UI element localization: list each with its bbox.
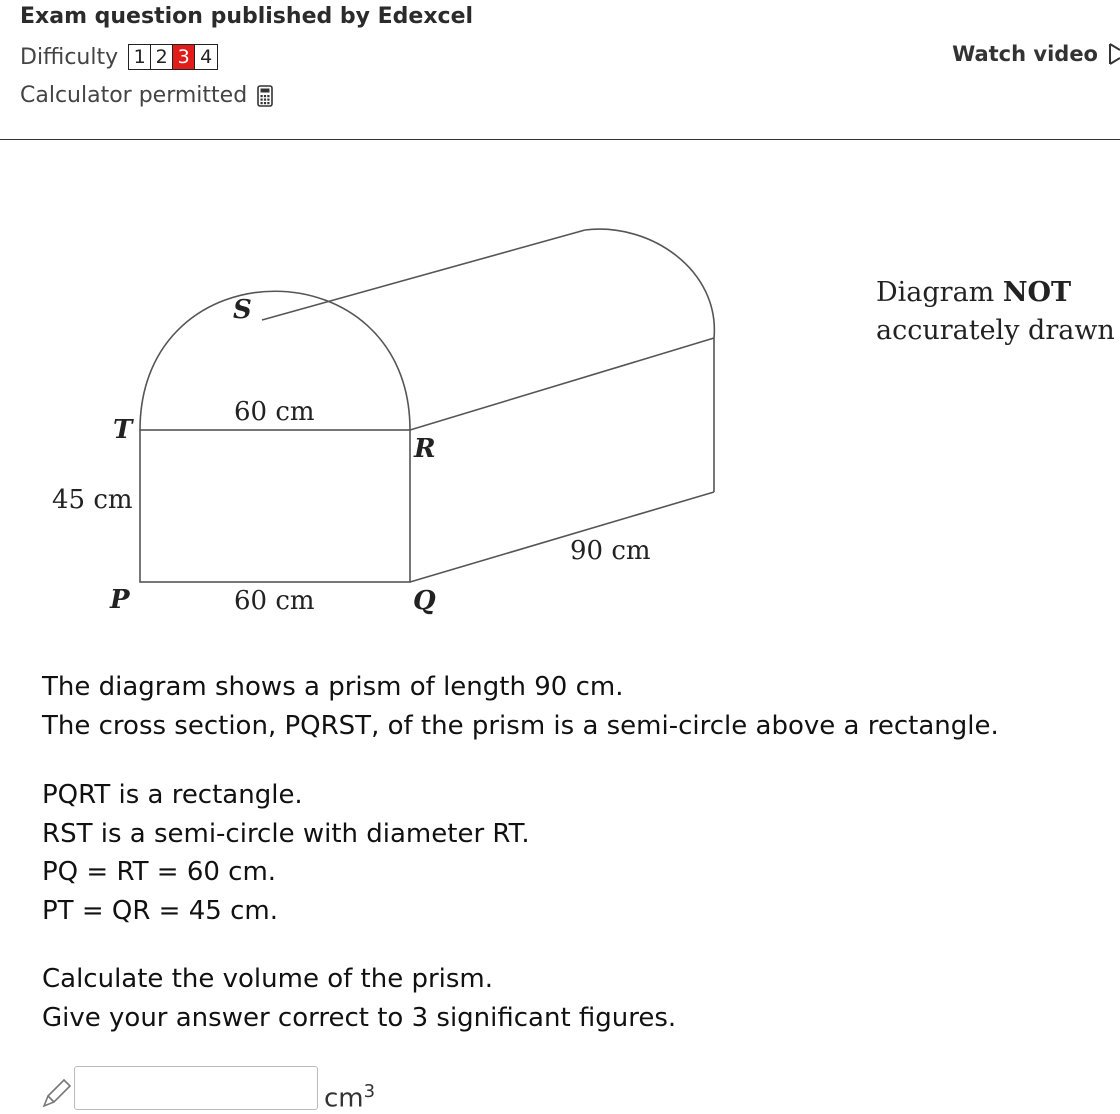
vertex-P-label: P — [110, 585, 130, 615]
vertex-R-label: R — [414, 434, 436, 464]
question-paragraph-3 — [42, 960, 676, 1037]
question-line: The cross section, PQRST, of the prism is a semi-circle above a rectangle. — [42, 710, 999, 741]
difficulty-level-4: 4 — [200, 46, 213, 68]
edge-from-Q — [410, 492, 714, 582]
answer-row — [40, 1066, 376, 1114]
pencil-icon — [40, 1076, 72, 1110]
rt-length-label: 60 cm — [234, 397, 315, 427]
question-line: Give your answer correct to 3 significant figures. — [42, 1002, 677, 1033]
note-prefix: Diagram — [876, 277, 1003, 308]
unit-base: cm — [324, 1084, 364, 1114]
prism-length-label: 90 cm — [570, 536, 651, 566]
answer-unit — [324, 1081, 375, 1114]
answer-input[interactable] — [74, 1066, 318, 1110]
difficulty-level-2: 2 — [151, 45, 173, 69]
question-source-title: Exam question published by Edexcel — [20, 4, 474, 29]
question-line: PQ = RT = 60 cm. — [42, 857, 277, 887]
question-line: The diagram shows a prism of length 90 cm. — [42, 672, 624, 702]
question-line: RST is a semi-circle with diameter RT. — [42, 818, 530, 849]
edge-from-R — [410, 338, 714, 430]
difficulty-level-3-selected: 3 — [173, 45, 195, 69]
unit-power: 3 — [363, 1081, 376, 1103]
calculator-label: Calculator permitted — [20, 83, 248, 108]
difficulty-level-1: 1 — [129, 45, 151, 69]
question-line: PQRT is a rectangle. — [42, 780, 303, 810]
top-edge — [262, 230, 585, 320]
watch-video-label[interactable]: Watch video — [952, 42, 1098, 66]
pq-length-label: 60 cm — [234, 586, 315, 616]
vertex-S-label: S — [233, 295, 252, 325]
vertex-Q-label: Q — [413, 586, 436, 616]
back-arc — [585, 229, 714, 338]
vertex-T-label: T — [113, 415, 133, 445]
difficulty-label: Difficulty — [20, 44, 119, 70]
note-line-2: accurately drawn — [876, 315, 1115, 346]
question-line: Calculate the volume of the prism. — [42, 964, 494, 994]
front-rectangle — [140, 430, 410, 582]
diagram-accuracy-note — [876, 274, 1115, 350]
question-line: PT = QR = 45 cm. — [42, 895, 278, 926]
pt-height-label: 45 cm — [52, 485, 133, 515]
question-paragraph-1 — [42, 668, 999, 745]
question-paragraph-2 — [42, 776, 530, 930]
note-not-emphasis: NOT — [1002, 277, 1072, 308]
